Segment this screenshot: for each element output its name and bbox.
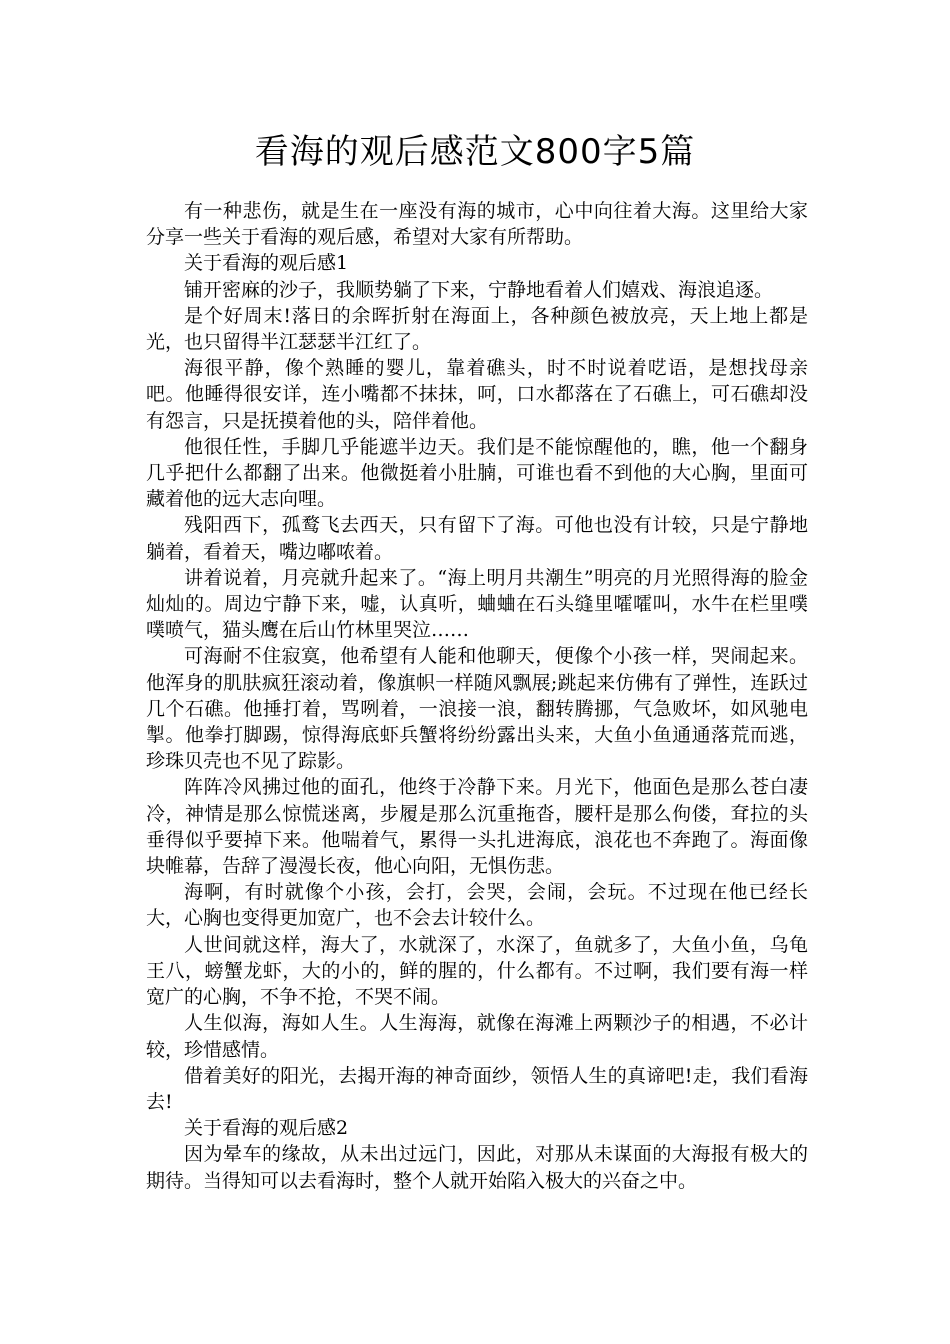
section-heading: 关于看海的观后感2 [184, 1117, 349, 1140]
paragraph: 因为晕车的缘故，从未出过远门，因此，对那从未谋面的大海报有极大的期待。当得知可以去看海时，整个人就开始陷入极大的兴奋之中。 [146, 1143, 808, 1192]
paragraph: 人世间就这样，海大了，水就深了，水深了，鱼就多了，大鱼小鱼，乌龟王八，螃蟹龙虾，大的小的，鲜的腥的，什么都有。不过啊，我们要有海一样宽广的心胸，不争不抢，不哭不闹。 [146, 933, 808, 1009]
document-title: 看海的观后感范文800字5篇 [254, 132, 696, 172]
paragraph: 他很任性，手脚几乎能遮半边天。我们是不能惊醒他的，瞧，他一个翻身几乎把什么都翻了出来。他微挺着小肚腩，可谁也看不到他的大心胸，里面可藏着他的远大志向哩。 [146, 435, 808, 511]
paragraph: 借着美好的阳光，去揭开海的神奇面纱，领悟人生的真谛吧!走，我们看海去! [146, 1064, 808, 1113]
paragraph: 是个好周末!落日的余晖折射在海面上，各种颜色被放亮，天上地上都是光，也只留得半江瑟瑟半江红了。 [146, 304, 808, 354]
intro-paragraph: 有一种悲伤，就是生在一座没有海的城市，心中向往着大海。这里给大家分享一些关于看海的观后感，希望对大家有所帮助。 [146, 200, 808, 249]
paragraph: 海很平静，像个熟睡的婴儿，靠着礁头，时不时说着呓语，是想找母亲吧。他睡得很安详，连小嘴都不抹抹，呵，口水都落在了石礁上，可石礁却没有怨言，只是抚摸着他的头，陪伴着他。 [146, 357, 808, 432]
paragraph: 残阳西下，孤鹜飞去西天，只有留下了海。可他也没有计较，只是宁静地躺着，看着天，嘴边嘟哝着。 [146, 514, 808, 563]
document-body [146, 198, 808, 1194]
paragraph: 铺开密麻的沙子，我顺势躺了下来，宁静地看着人们嬉戏、海浪追逐。 [184, 278, 774, 301]
section-heading: 关于看海的观后感1 [184, 252, 349, 275]
paragraph: 阵阵冷风拂过他的面孔，他终于冷静下来。月光下，他面色是那么苍白凄冷，神情是那么惊慌迷离，步履是那么沉重拖沓，腰杆是那么佝偻，耷拉的头垂得似乎要掉下来。他喘着气，累得一头扎进海底，浪花也不奔跑了。海面像块帷幕，告辞了漫漫长夜，他心向阳，无惧伤悲。 [146, 776, 808, 878]
paragraph: 人生似海，海如人生。人生海海，就像在海滩上两颗沙子的相遇，不必计较，珍惜感情。 [146, 1012, 808, 1061]
paragraph: 海啊，有时就像个小孩，会打，会哭，会闹，会玩。不过现在他已经长大，心胸也变得更加宽广，也不会去计较什么。 [146, 881, 808, 930]
paragraph: 可海耐不住寂寞，他希望有人能和他聊天，便像个小孩一样，哭闹起来。他浑身的肌肤疯狂滚动着，像旗帜一样随风飘展;跳起来仿佛有了弹性，连跃过几个石礁。他捶打着，骂咧着，一浪接一浪，翻转腾挪，气急败坏，如风驰电掣。他拳打脚踢，惊得海底虾兵蟹将纷纷露出头来，大鱼小鱼通通落荒而逃，珍珠贝壳也不见了踪影。 [146, 645, 808, 773]
paragraph: 讲着说着，月亮就升起来了。“海上明月共潮生”明亮的月光照得海的脸金灿灿的。周边宁静下来，嘘，认真听，蛐蛐在石头缝里嚯嚯叫，水牛在栏里噗噗喷气，猫头鹰在后山竹林里哭泣…… [146, 566, 808, 642]
